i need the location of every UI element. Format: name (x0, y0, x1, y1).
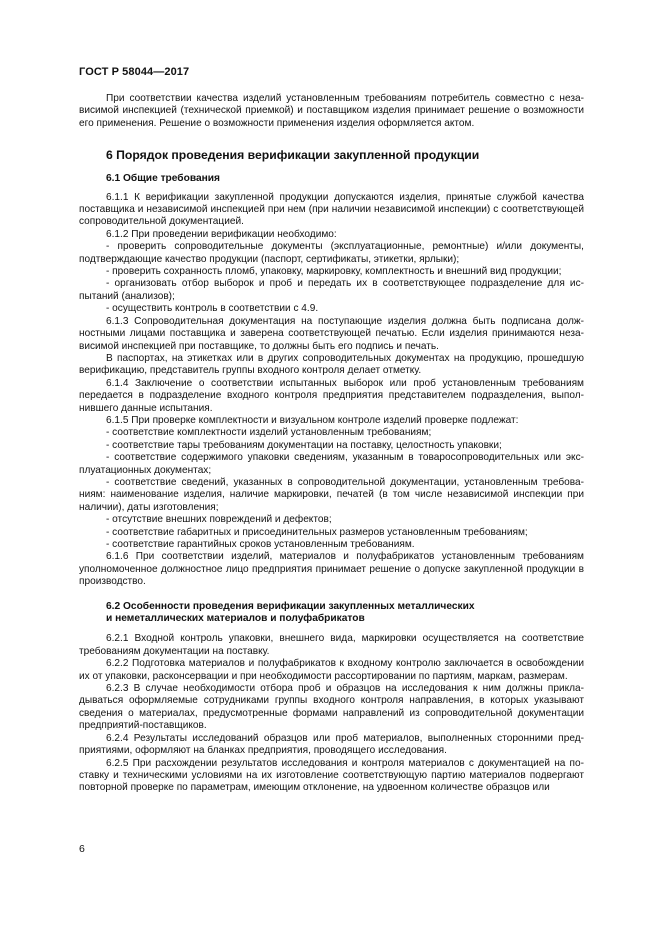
paragraph: 6.1.4 Заключение о соответствии испытанных выборок или проб установленным требованиям передается в подразделение входного контроля предприятия представителем подразделения, выполнившего данные испытания. (79, 377, 584, 414)
paragraph: 6.1.2 При проведении верификации необходимо: (106, 228, 337, 240)
paragraph: 6.2.5 При расхождении результатов исследования и контроля материалов с документацией на поставку и техническими условиями на их изготовление соответствующую партию материалов подвергают повторной проверке по параметрам, имеющим отклонение, на удвоенном количестве образцов или (79, 757, 584, 794)
subsection-title (79, 601, 584, 626)
paragraph: 6.2.4 Результаты исследований образцов или проб материалов, выполненных сторонними предприятиями, оформляют на бланках предприятия, проводящего исследования. (79, 732, 584, 757)
document-body (79, 93, 584, 795)
list-item: - организовать отбор выборок и проб и передать их в соответствующее подразделение для испытаний (анализов); (79, 278, 584, 302)
paragraph: 6.1.5 При проверке комплектности и визуальном контроле изделий проверке подлежат: (106, 414, 519, 426)
paragraph: 6.1.6 При соответствии изделий, материалов и полуфабрикатов установленным требованиям уполномоченное должностное лицо предприятия принимает решение о допуске закупленной продукции в производство. (79, 551, 584, 588)
paragraph: 6.1.1 К верификации закупленной продукции допускаются изделия, принятые службой качества поставщика и независимой инспекцией при нем (при наличии независимой инспекции) с соответствующей сопроводительной документацией. (79, 191, 584, 228)
intro-paragraph: При соответствии качества изделий установленным требованиям потребитель совместно с независимой инспекцией (технической приемкой) и поставщиком изделия принимает решение о возможности его применения. Решение о возможности применения изделия оформляется актом. (79, 93, 584, 129)
list-item: - соответствие габаритных и присоединительных размеров установленным требованиям; (106, 526, 528, 538)
list-item: - соответствие комплектности изделий установленным требованиям; (106, 427, 432, 439)
page-number: 6 (79, 843, 85, 855)
list-item: - отсутствие внешних повреждений и дефектов; (106, 514, 332, 526)
list-item: - осуществить контроль в соответствии с 4.9. (106, 303, 319, 315)
list-item: - соответствие содержимого упаковки сведениям, указанным в товаросопроводительных или эксплуатационных документах; (79, 452, 584, 476)
list-item: - соответствие гарантийных сроков установленным требованиям. (106, 539, 415, 550)
paragraph: 6.2.2 Подготовка материалов и полуфабрикатов к входному контролю заключается в освобождении их от упаковки, расконсервации и при необходимости рассортировании по партиям, маркам, размерам. (79, 658, 584, 682)
paragraph: 6.1.3 Сопроводительная документация на поступающие изделия должна быть подписана должностными лицами поставщика и заверена соответствующей печатью. Если изделия принимаются независимой инспекцией при поставщике, то должны быть его подпись и печать. (79, 315, 584, 352)
list-item: - соответствие сведений, указанных в сопроводительной документации, установленным требованиям: наименование изделия, наличие маркировки, печатей (в том числе независимой инспекции при наличии), даты изготовления; (79, 476, 584, 513)
paragraph: В паспортах, на этикетках или в других сопроводительных документах на продукцию, прошедшую верификацию, представитель группы входного контроля делает отметку. (79, 352, 584, 377)
paragraph: 6.2.1 Входной контроль упаковки, внешнего вида, маркировки осуществляется на соответствие требованиям документации на поставку. (79, 633, 584, 657)
list-item: - проверить сопроводительные документы (эксплуатационные, ремонтные) и/или документы, подтверждающие качество продукции (паспорт, сертификаты, этикетки, ярлыки); (79, 241, 584, 265)
section-title: 6 Порядок проведения верификации закупленной продукции (106, 148, 480, 163)
subsection-title-line: и неметаллических материалов и полуфабрикатов (106, 613, 365, 625)
list-item: - соответствие тары требованиям документации на поставку, целостность упаковки; (106, 439, 502, 451)
list-item: - проверить сохранность пломб, упаковку, маркировку, комплектность и внешний вид продукции; (106, 266, 562, 278)
subsection-title-line: 6.2 Особенности проведения верификации закупленных металлических (106, 600, 475, 612)
document-header: ГОСТ Р 58044—2017 (79, 66, 190, 78)
paragraph: 6.2.3 В случае необходимости отбора проб и образцов на исследования к ним должны прикладываться оформляемые сотрудниками группы входного контроля направления, в которых указывают сведения о материалах, предусмотренные формами направлений из сопроводительной документации предприятий-поставщиков. (79, 683, 584, 732)
subsection-title: 6.1 Общие требования (106, 173, 220, 185)
